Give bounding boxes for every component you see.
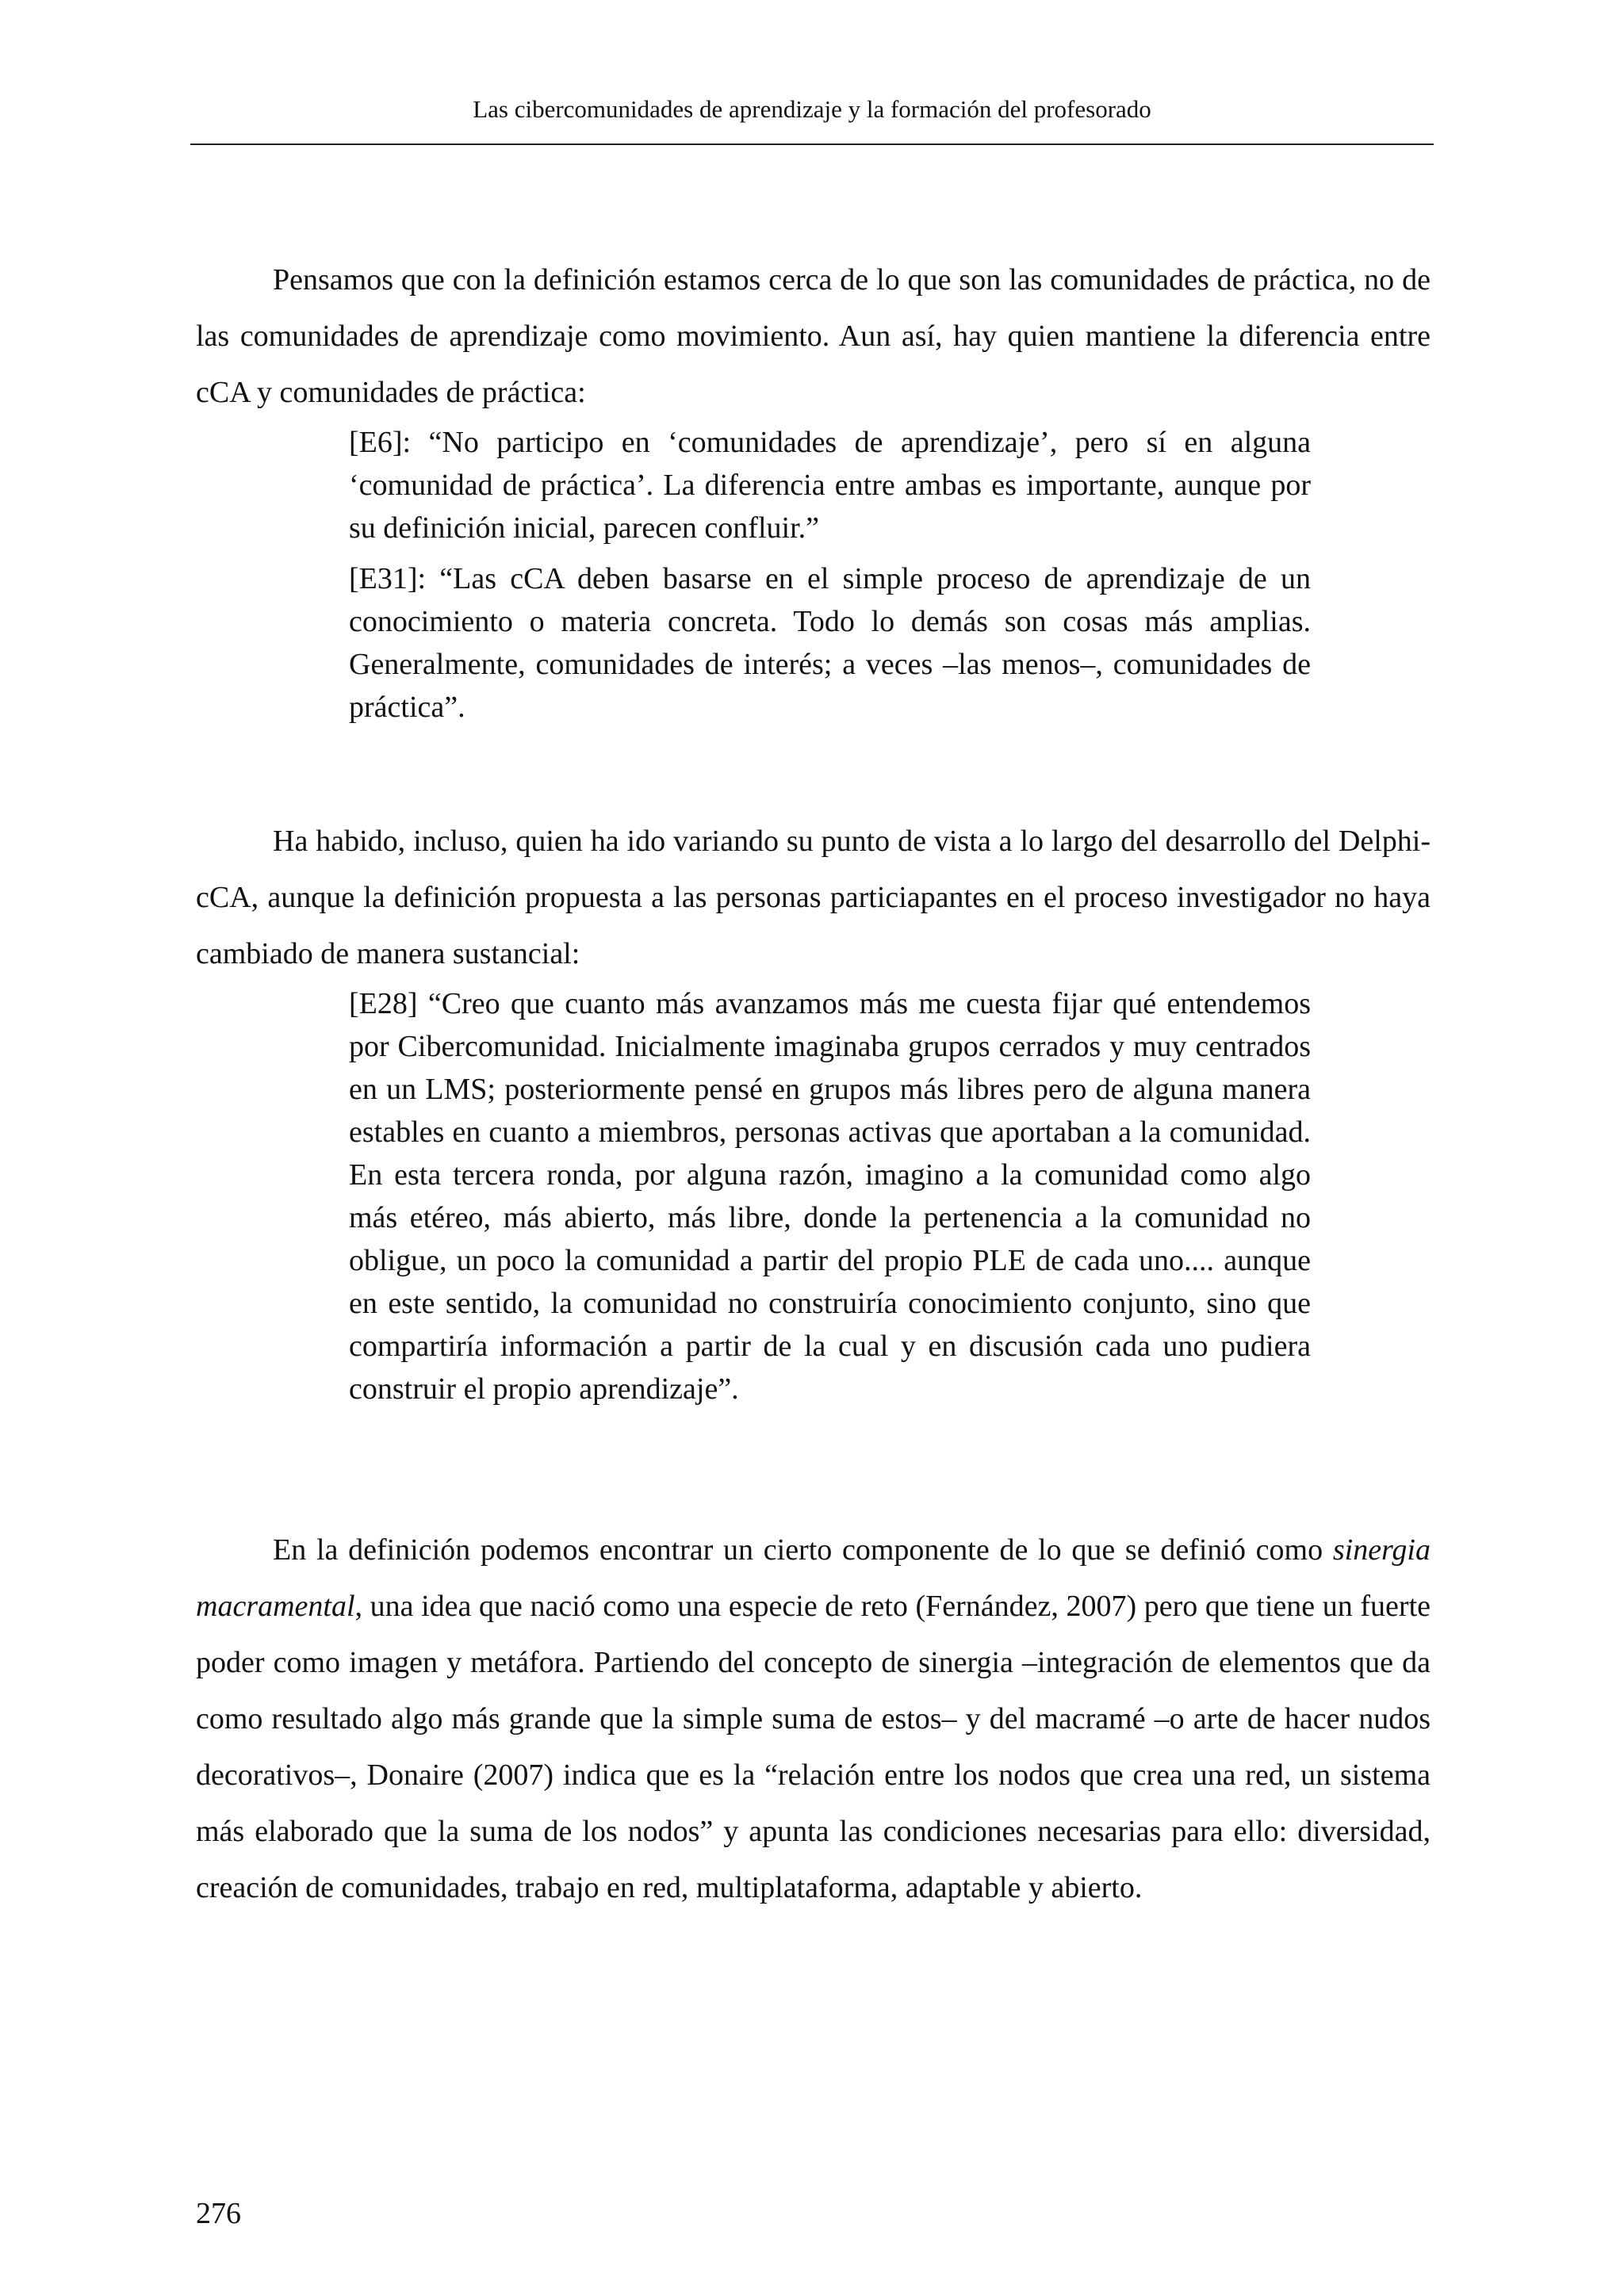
header-rule bbox=[190, 144, 1434, 145]
paragraph-delphi-variation: Ha habido, incluso, quien ha ido variando su punto de vista a lo largo del desarrollo del Delphi-cCA, aunque la definición propuesta a las personas particiapantes en el proceso investigador no haya cambiado de manera sustancial: bbox=[196, 825, 1431, 970]
sinergia-intro: En la definición podemos encontrar un cierto componente de lo que se definió como bbox=[273, 1533, 1333, 1567]
sinergia-rest: , una idea que nació como una especie de reto (Fernández, 2007) pero que tiene un fuerte poder como imagen y metáfora. Partiendo del concepto de sinergia –integración de elementos que da como resultado algo más grande que la simple suma de estos– y del macramé –o arte de hacer nudos decorativos–, Donaire (2007) indica que es la “relación entre los nodos que crea una red, un sistema más elaborado que la suma de los nodos” y apunta las condiciones necesarias para ello: diversidad, creación de comunidades, trabajo en red, multiplataforma, adaptable y abierto. bbox=[196, 1590, 1431, 1904]
page-number: 276 bbox=[196, 2197, 241, 2230]
text-block-3 bbox=[196, 1522, 1431, 1916]
text-block-2 bbox=[196, 813, 1431, 1410]
quote-e6: [E6]: “No participo en ‘comunidades de aprendizaje’, pero sí en alguna ‘comunidad de práctica’. La diferencia entre ambas es importante, aunque por su definición inicial, parecen confluir.” bbox=[349, 426, 1311, 545]
paragraph-sinergia-macramental bbox=[196, 1522, 1431, 1916]
paragraph-definition-practice: Pensamos que con la definición estamos cerca de lo que son las comunidades de práctica, no de las comunidades de aprendizaje como movimiento. Aun así, hay quien mantiene la diferencia entre cCA y comunidades de práctica: bbox=[196, 263, 1431, 409]
quote-e31: [E31]: “Las cCA deben basarse en el simple proceso de aprendizaje de un conocimiento o materia concreta. Todo lo demás son cosas más amplias. Generalmente, comunidades de interés; a veces –las menos–, comunidades de práctica”. bbox=[349, 562, 1311, 724]
text-block-1 bbox=[196, 252, 1431, 729]
running-header: Las cibercomunidades de aprendizaje y la formación del profesorado bbox=[473, 95, 1151, 123]
quote-e28: [E28] “Creo que cuanto más avanzamos más me cuesta fijar qué entendemos por Cibercomunidad. Inicialmente imaginaba grupos cerrados y muy centrados en un LMS; posteriormente pensé en grupos más libres pero de alguna manera estables en cuanto a miembros, personas activas que aportaban a la comunidad. En esta tercera ronda, por alguna razón, imagino a la comunidad como algo más etéreo, más abierto, más libre, donde la pertenencia a la comunidad no obligue, un poco la comunidad a partir del propio PLE de cada uno.... aunque en este sentido, la comunidad no construiría conocimiento conjunto, sino que compartiría información a partir de la cual y en discusión cada uno pudiera construir el propio aprendizaje”. bbox=[349, 987, 1311, 1406]
sinergia-term: sinergia macramental bbox=[196, 1533, 1431, 1623]
